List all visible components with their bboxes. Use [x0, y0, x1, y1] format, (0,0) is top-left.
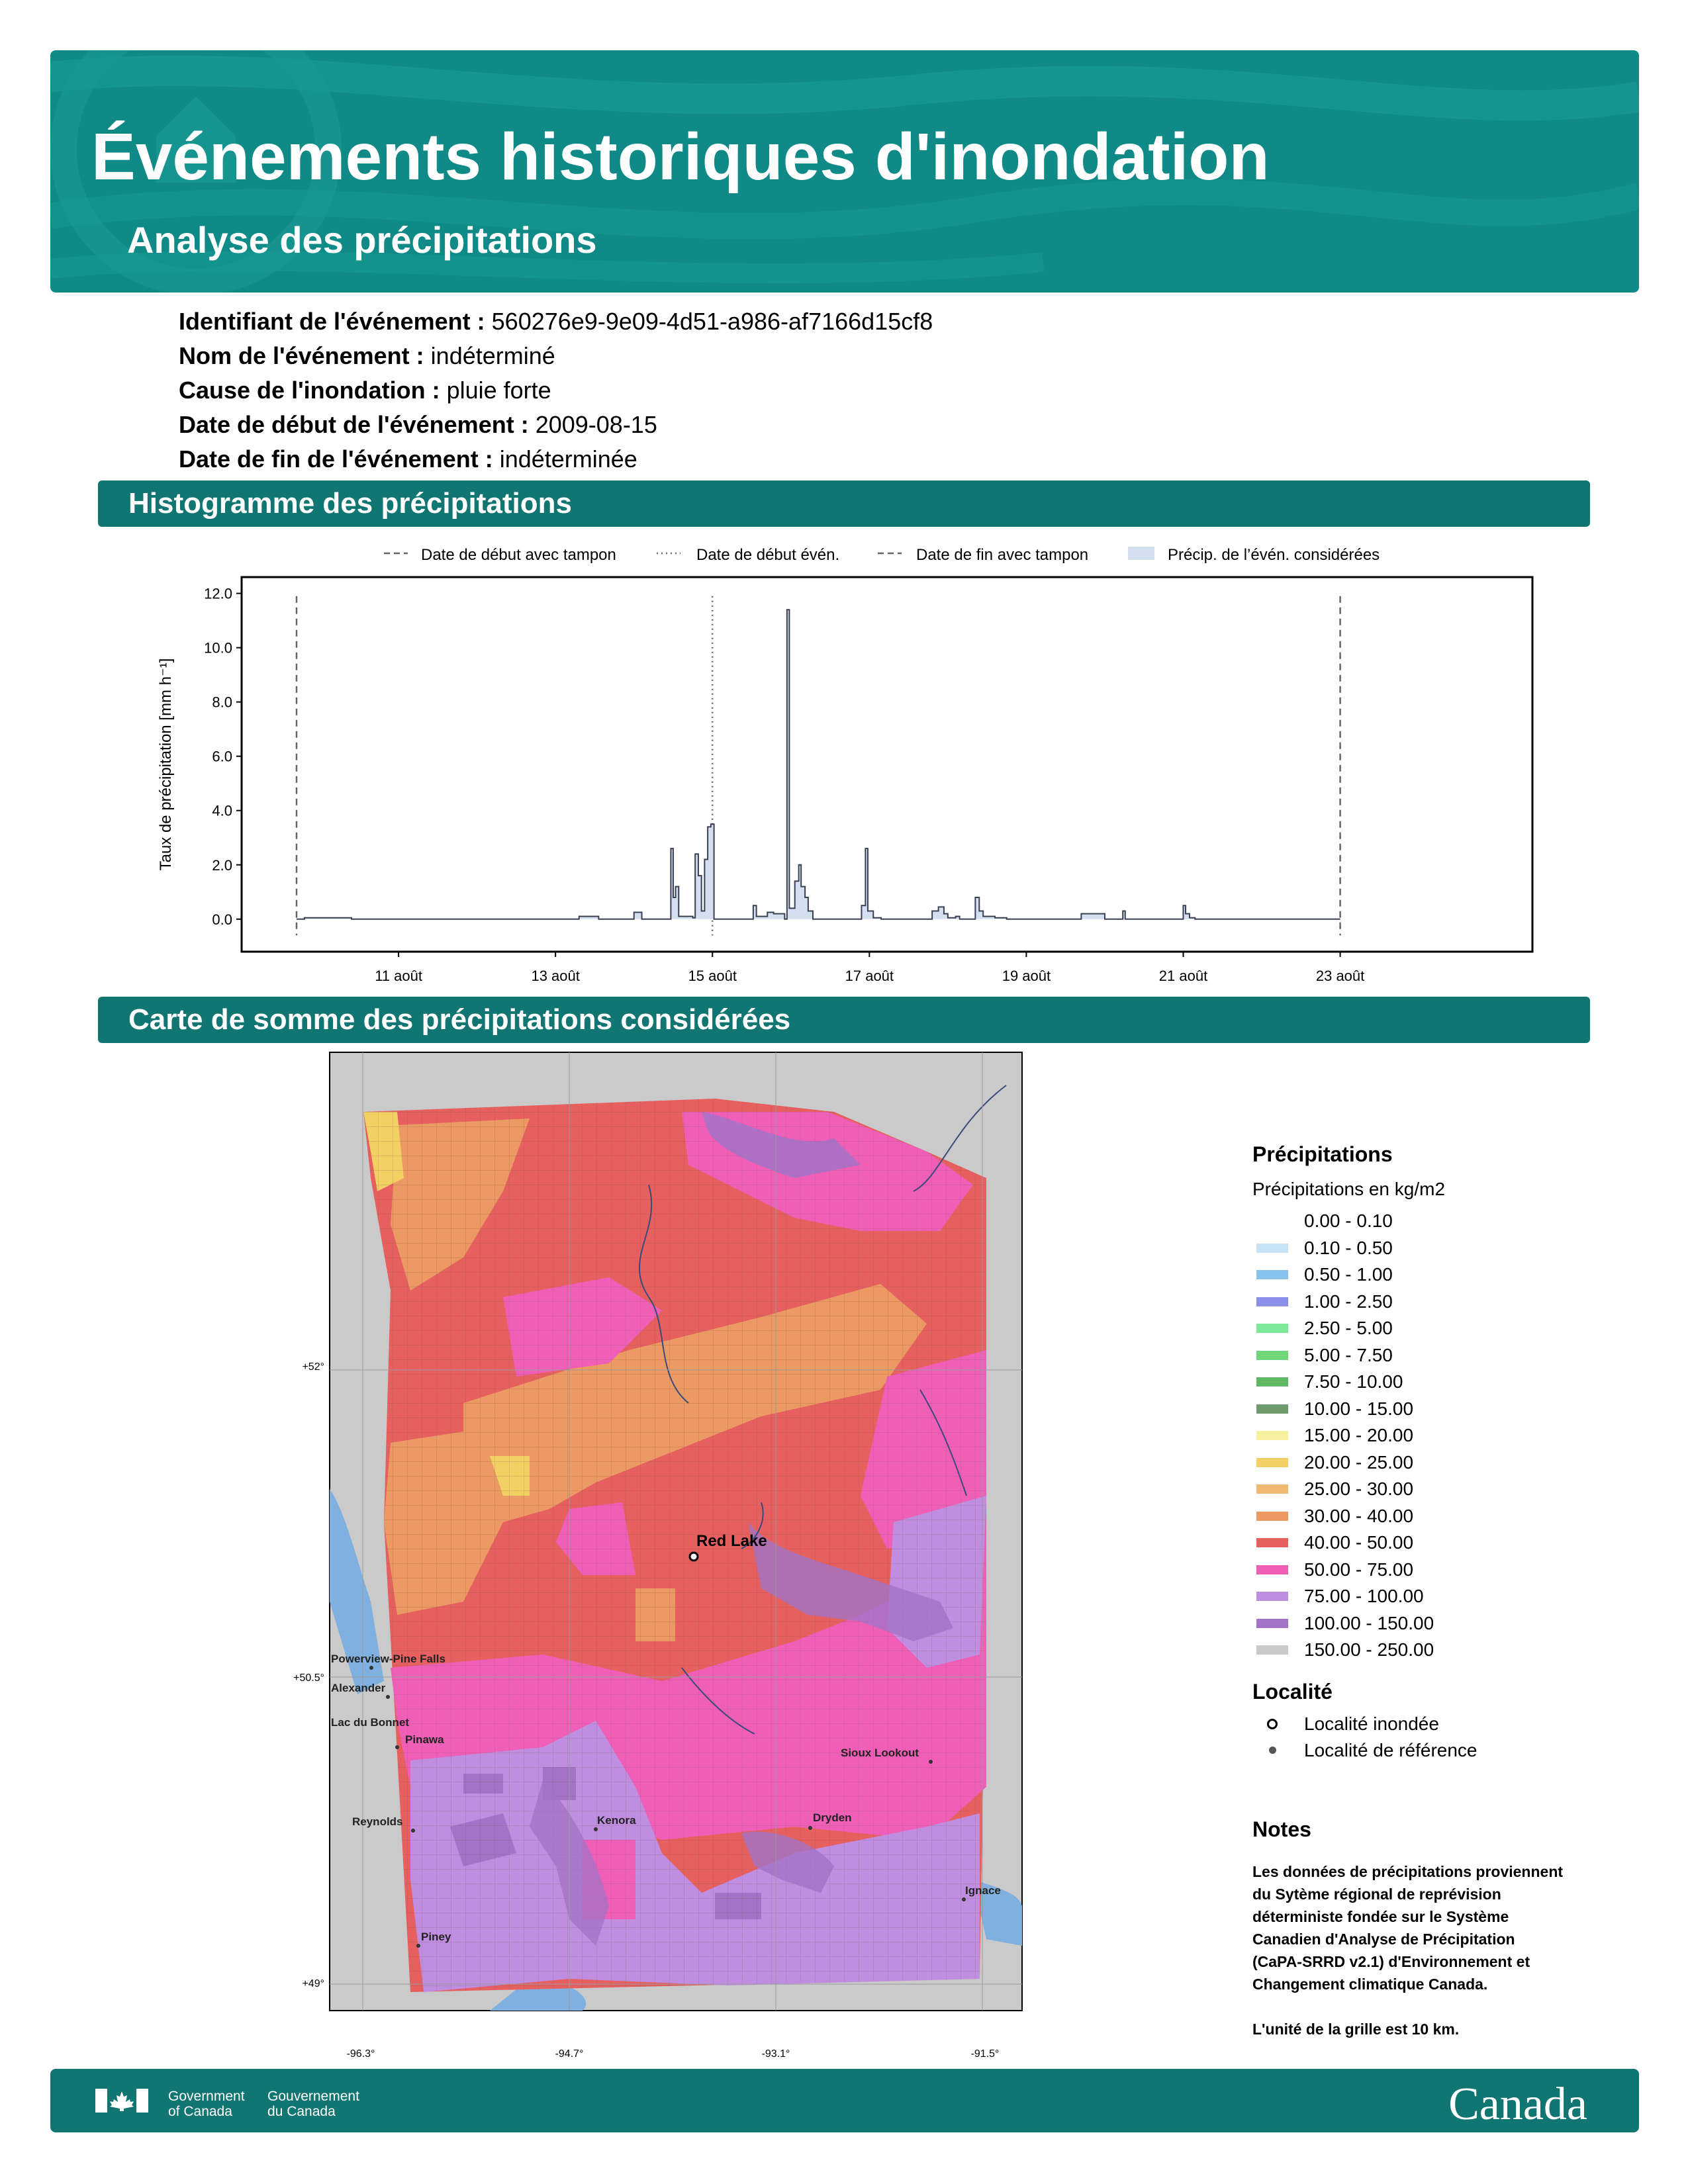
- precipitation-map: [265, 1050, 1033, 2066]
- reference-locality-marker: [386, 1695, 390, 1699]
- legend-swatch: [1256, 1458, 1288, 1467]
- legend-end-buffer-label: Date de fin avec tampon: [916, 546, 1089, 564]
- map-legend: [1252, 1142, 1477, 1764]
- reference-locality-marker: [395, 1745, 399, 1749]
- flooded-locality-label: Localité inondée: [1304, 1713, 1439, 1734]
- legend-swatch: [1256, 1351, 1288, 1360]
- y-axis-label: Taux de précipitation [mm h⁻¹]: [157, 658, 175, 871]
- legend-class-label: 0.50 - 1.00: [1304, 1264, 1393, 1285]
- locality-dryden: Dryden: [813, 1811, 852, 1824]
- lon-label: -93.1°: [761, 2048, 790, 2060]
- legend-considered-label: Précip. de l’évén. considérées: [1168, 546, 1380, 564]
- x-tick-label: 13 août: [531, 968, 580, 984]
- gov-fr-line1: Gouvernement: [267, 2089, 359, 2104]
- legend-class-row: [1252, 1261, 1477, 1289]
- notes-line: déterministe fondée sur le Système: [1252, 1908, 1509, 1925]
- event-name-row: [179, 339, 933, 373]
- legend-start-buffer-label: Date de début avec tampon: [421, 546, 616, 564]
- legend-class-label: 7.50 - 10.00: [1304, 1371, 1403, 1392]
- legend-class-label: 2.50 - 5.00: [1304, 1318, 1393, 1339]
- notes-line: (CaPA-SRRD v2.1) d'Environnement et: [1252, 1953, 1530, 1970]
- legend-swatch: [1256, 1297, 1288, 1306]
- x-tick-label: 17 août: [845, 968, 894, 984]
- map-section-title: Carte de somme des précipitations considérées: [98, 997, 1590, 1043]
- event-metadata: [179, 304, 933, 477]
- legend-class-row: [1252, 1208, 1477, 1235]
- gov-en-line1: Government: [168, 2089, 245, 2104]
- lon-label: -96.3°: [346, 2048, 375, 2060]
- start-date-value: 2009-08-15: [535, 411, 657, 438]
- grid-overlay: [363, 1099, 986, 1992]
- event-id-value: 560276e9-9e09-4d51-a986-af7166d15cf8: [491, 308, 933, 335]
- reference-locality-marker: [416, 1944, 420, 1948]
- gov-en: [168, 2089, 245, 2119]
- page-subtitle: Analyse des précipitations: [127, 219, 597, 261]
- grid-unit-note: L'unité de la grille est 10 km.: [1252, 2021, 1460, 2038]
- reference-locality-marker: [808, 1826, 812, 1830]
- lat-label: +52°: [302, 1361, 324, 1373]
- y-tick-label: 12.0: [204, 585, 232, 602]
- x-tick-label: 15 août: [688, 968, 737, 984]
- legend-class-label: 1.00 - 2.50: [1304, 1291, 1393, 1312]
- legend-class-row: [1252, 1529, 1477, 1557]
- legend-swatch: [1256, 1512, 1288, 1521]
- lat-label: +49°: [302, 1978, 324, 1989]
- legend-swatch: [1256, 1324, 1288, 1333]
- legend-class-label: 30.00 - 40.00: [1304, 1505, 1414, 1526]
- plot-frame: [242, 577, 1532, 952]
- legend-class-row: [1252, 1637, 1477, 1664]
- notes-line: Canadien d'Analyse de Précipitation: [1252, 1931, 1515, 1948]
- reference-locality-marker: [369, 1666, 373, 1670]
- gov-fr: [267, 2089, 359, 2119]
- notes-line: Les données de précipitations proviennent: [1252, 1863, 1564, 1880]
- end-date-label: Date de fin de l'événement :: [179, 445, 493, 473]
- legend-class-label: 25.00 - 30.00: [1304, 1479, 1414, 1500]
- legend-swatch: [1256, 1404, 1288, 1414]
- notes-panel: [1252, 1817, 1610, 2040]
- flooded-locality-icon: [1267, 1719, 1278, 1729]
- x-axis-ticks: [375, 952, 1364, 984]
- reference-locality-marker: [962, 1897, 966, 1901]
- locality-reynolds: Reynolds: [352, 1815, 403, 1828]
- event-id-row: [179, 304, 933, 339]
- legend-class-row: [1252, 1289, 1477, 1316]
- locality-red-lake: Red Lake: [696, 1532, 767, 1550]
- histogram-section-title: Histogramme des précipitations: [98, 480, 1590, 527]
- flood-cause-label: Cause de l'inondation :: [179, 377, 440, 404]
- legend-swatch: [1256, 1645, 1288, 1655]
- y-axis-ticks: [204, 586, 242, 928]
- notes-line: du Sytème régional de reprévision: [1252, 1886, 1501, 1903]
- locality-sioux-lookout: Sioux Lookout: [841, 1747, 919, 1759]
- legend-swatch: [1256, 1538, 1288, 1547]
- legend-class-label: 75.00 - 100.00: [1304, 1586, 1424, 1607]
- flood-cause-value: pluie forte: [446, 377, 551, 404]
- legend-title: Précipitations: [1252, 1142, 1393, 1166]
- legend-swatch: [1256, 1484, 1288, 1494]
- legend-class-row: [1252, 1235, 1477, 1262]
- lat-label: +50.5°: [293, 1672, 324, 1684]
- footer-bar: [50, 2069, 1639, 2132]
- locality-powerview: Powerview-Pine Falls: [331, 1653, 445, 1665]
- legend-class-row: [1252, 1315, 1477, 1342]
- legend-class-row: [1252, 1583, 1477, 1610]
- legend-class-row: [1252, 1396, 1477, 1423]
- precipitation-histogram: [146, 536, 1549, 999]
- reference-locality-marker: [929, 1760, 933, 1764]
- event-name-value: indéterminé: [430, 342, 555, 369]
- legend-swatch: [1256, 1216, 1288, 1226]
- legend-considered-swatch: [1128, 547, 1154, 560]
- locality-piney: Piney: [421, 1931, 451, 1943]
- legend-class-label: 0.10 - 0.50: [1304, 1237, 1393, 1258]
- flood-cause-row: [179, 373, 933, 408]
- legend-class-label: 5.00 - 7.50: [1304, 1344, 1393, 1365]
- y-tick-label: 10.0: [204, 639, 232, 657]
- legend-class-row: [1252, 1557, 1477, 1584]
- x-tick-label: 21 août: [1158, 968, 1208, 984]
- legend-class-label: 0.00 - 0.10: [1304, 1210, 1393, 1232]
- reference-locality-icon: [1269, 1747, 1276, 1754]
- legend-class-row: [1252, 1476, 1477, 1503]
- y-tick-label: 0.0: [212, 911, 232, 928]
- locality-alexander: Alexander: [331, 1682, 386, 1694]
- legend-class-label: 150.00 - 250.00: [1304, 1639, 1434, 1661]
- x-tick-label: 11 août: [375, 968, 422, 984]
- header-banner: [50, 50, 1639, 293]
- legend-class-label: 40.00 - 50.00: [1304, 1532, 1414, 1553]
- reference-locality-marker: [411, 1829, 415, 1833]
- legend-classes: [1252, 1208, 1477, 1664]
- gov-fr-line2: du Canada: [267, 2104, 336, 2119]
- locality-legend-title: Localité: [1252, 1679, 1333, 1704]
- legend-class-row: [1252, 1610, 1477, 1637]
- canada-flag-icon: [95, 2089, 148, 2113]
- legend-reference-locality: [1252, 1737, 1477, 1764]
- legend-class-row: [1252, 1422, 1477, 1449]
- legend-class-label: 100.00 - 150.00: [1304, 1612, 1434, 1633]
- canada-wordmark: Canada: [1448, 2079, 1587, 2130]
- legend-class-row: [1252, 1342, 1477, 1369]
- lon-label: -91.5°: [970, 2048, 1000, 2060]
- reference-locality-marker: [594, 1827, 598, 1831]
- event-id-label: Identifiant de l'événement :: [179, 308, 485, 335]
- y-tick-label: 8.0: [212, 694, 232, 711]
- start-date-row: [179, 408, 933, 442]
- notes-title: Notes: [1252, 1817, 1311, 1841]
- reference-locality-label: Localité de référence: [1304, 1739, 1477, 1760]
- legend-swatch: [1256, 1270, 1288, 1279]
- x-tick-label: 23 août: [1315, 968, 1365, 984]
- locality-kenora: Kenora: [597, 1814, 636, 1827]
- page-title: Événements historiques d'inondation: [91, 120, 1270, 194]
- chart-legend: [384, 546, 1380, 564]
- end-date-row: [179, 442, 933, 477]
- x-tick-label: 19 août: [1002, 968, 1051, 984]
- legend-swatch: [1256, 1431, 1288, 1440]
- locality-lac-du-bonnet: Lac du Bonnet: [331, 1716, 410, 1729]
- gov-en-line2: of Canada: [168, 2104, 232, 2119]
- legend-subtitle: Précipitations en kg/m2: [1252, 1179, 1446, 1199]
- legend-class-label: 15.00 - 20.00: [1304, 1425, 1414, 1446]
- start-date-label: Date de début de l'événement :: [179, 411, 529, 438]
- legend-flooded-locality: [1252, 1711, 1477, 1737]
- lon-label: -94.7°: [555, 2048, 584, 2060]
- locality-ignace: Ignace: [965, 1884, 1001, 1897]
- legend-class-row: [1252, 1369, 1477, 1396]
- legend-class-label: 50.00 - 75.00: [1304, 1559, 1414, 1580]
- legend-swatch: [1256, 1244, 1288, 1253]
- legend-swatch: [1256, 1619, 1288, 1628]
- flooded-locality-marker: [690, 1553, 698, 1561]
- y-tick-label: 4.0: [212, 802, 232, 819]
- legend-class-row: [1252, 1503, 1477, 1530]
- end-date-value: indéterminée: [499, 445, 637, 473]
- legend-class-row: [1252, 1449, 1477, 1477]
- event-name-label: Nom de l'événement :: [179, 342, 424, 369]
- y-tick-label: 6.0: [212, 748, 232, 765]
- legend-class-label: 20.00 - 25.00: [1304, 1451, 1414, 1473]
- legend-swatch: [1256, 1565, 1288, 1574]
- legend-swatch: [1256, 1377, 1288, 1387]
- legend-event-start-label: Date de début évén.: [696, 546, 840, 564]
- y-tick-label: 2.0: [212, 856, 232, 874]
- legend-swatch: [1256, 1592, 1288, 1601]
- legend-class-label: 10.00 - 15.00: [1304, 1398, 1414, 1419]
- locality-pinawa: Pinawa: [405, 1733, 444, 1746]
- notes-line: Changement climatique Canada.: [1252, 1976, 1488, 1993]
